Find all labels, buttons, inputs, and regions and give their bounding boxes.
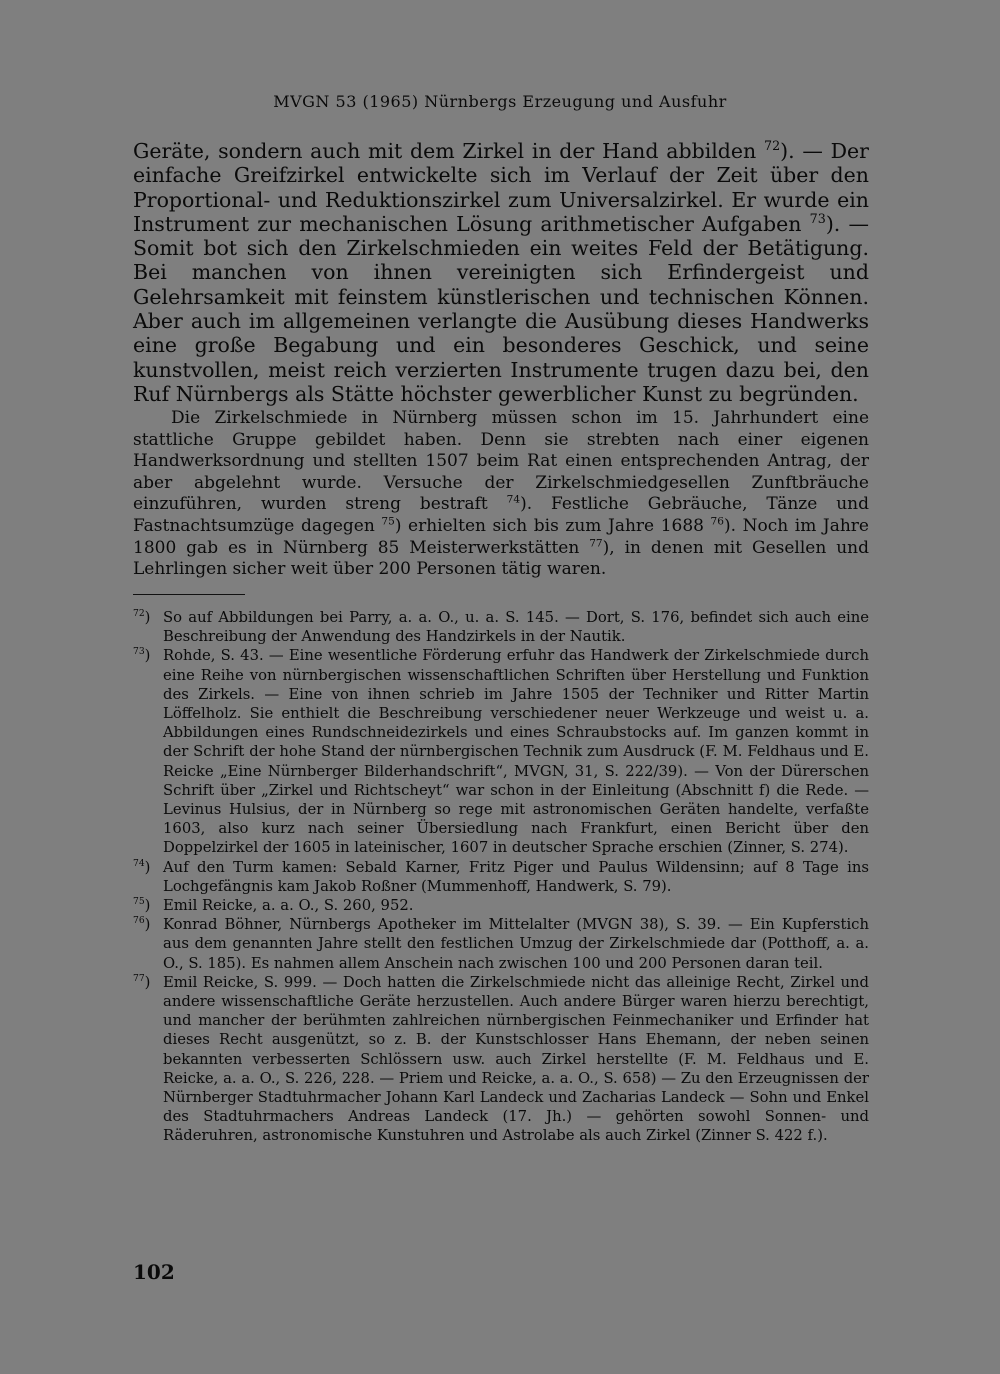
footnote-text: Rohde, S. 43. — Eine wesentliche Förderung erfuhr das Handwerk der Zirkelschmiede durch eine Reihe von nürnbergischen wissenschaftlichen Schriften über Herstellung und Funktion des Zirkels. — Eine von ihnen schrieb im Jahre 1505 der Techniker und Ritter Martin Löffelholz. Sie enthielt die Beschreibung verschiedener neuer Werkzeuge und weist u. a. Abbildungen eines Rundschneidezirkels und eines Schraubstocks auf. Im ganzen kommt in der Schrift der hohe Stand der nürnbergischen Technik zum Ausdruck (F. M. Feldhaus und E. Reicke „Eine Nürnberger Bilderhandschrift“, MVGN, 31, S. 222/39). — Von der Dürerschen Schrift über „Zirkel und Richtscheyt“ war schon in der Einleitung (Abschnitt f) die Rede. — Levinus Hulsius, der in Nürnberg so rege mit astronomischen Geräten handelte, verfaßte 1603, also kurz nach seiner Übersiedlung nach Frankfurt, einen Bericht über den Doppelzirkel der 1605 in lateinischer, 1607 in deutscher Sprache erschien (Zinner, S. 274).: [163, 647, 869, 857]
paragraph-2-text-b: ). Festliche Gebräuche, Tänze und Fastnachtsumzüge dagegen: [133, 494, 870, 536]
footnote-number: $^{73}$): [133, 646, 151, 665]
footnote-ref-76: 76: [710, 515, 724, 528]
footnote: [133, 915, 869, 973]
footnote-number: $^{76}$): [133, 915, 151, 934]
footnote-number: $^{75}$): [133, 896, 151, 915]
footnote-ref-74: 74: [506, 493, 521, 506]
footnote-ref-77: 77: [589, 536, 603, 549]
footnote: [133, 973, 869, 1146]
paragraph-2-text-e: ), in denen mit Gesellen und Lehrlingen sicher weit über 200 Personen tätig waren.: [133, 537, 869, 580]
paragraph-2-text-a: Die Zirkelschmiede in Nürnberg müssen schon im 15. Jahrhundert eine stattliche Gruppe gebildet haben. Denn sie strebten nach einer eigenen Handwerksordnung und stellten 1507 beim Rat einen entsprechenden Antrag, der aber abgelehnt wurde. Versuche der Zirkelschmiedgesellen Zunftbräuche einzuführen, wurden streng bestraft: [133, 408, 869, 515]
paragraph-2-body: [133, 408, 869, 581]
footnote-ref-75: 75: [381, 515, 395, 528]
footnote-text: Auf den Turm kamen: Sebald Karner, Fritz Piger und Paulus Wildensinn; auf 8 Tage ins Lochgefängnis kam Jakob Roßner (Mummenhoff, Handwerk, S. 79).: [163, 858, 869, 895]
footnote-ref-73: 73: [809, 211, 826, 227]
footnote-number: $^{74}$): [133, 857, 151, 876]
footnote: [133, 646, 869, 857]
footnote: [133, 608, 869, 646]
paragraph-2-text-c: ) erhielten sich bis zum Jahre 1688: [394, 515, 711, 536]
paragraph-2-text-d: ). Noch im Jahre 1800 gab es in Nürnberg 85 Meisterwerkstätten: [133, 515, 869, 558]
footnote-number: $^{72}$): [133, 608, 151, 626]
footnote-text: Konrad Böhner, Nürnbergs Apotheker im Mittelalter (MVGN 38), S. 39. — Ein Kupferstich aus dem genannten Jahre stellt den festlichen Umzug der Zirkelschmiede dar (Potthoff, a. a. O., S. 185). Es nahmen allem Anschein nach zwischen 100 und 200 Personen daran teil.: [163, 916, 869, 972]
footnotes: [133, 608, 869, 1146]
footnote-text: Emil Reicke, a. a. O., S. 260, 952.: [163, 897, 414, 915]
footnote: [133, 896, 869, 915]
page-number: 102: [133, 1260, 175, 1284]
footnote-divider: [133, 594, 245, 595]
paragraph-1-text-a: Geräte, sondern auch mit dem Zirkel in der Hand abbilden: [133, 139, 764, 163]
footnote: [133, 858, 869, 896]
paragraph-2: [133, 408, 869, 581]
paragraph-1-text-c: ). — Somit bot sich den Zirkelschmieden ein weites Feld der Betätigung. Bei manchen von ihnen vereinigten sich Erfindergeist und Gelehrsamkeit mit feinstem künstlerischen und technischen Können. Aber auch im allgemeinen verlangte die Ausübung dieses Handwerks eine große Begabung und ein besonderes Geschick, und seine kunstvollen, meist reich verzierten Instrumente trugen dazu bei, den Ruf Nürnbergs als Stätte höchster gewerblicher Kunst zu begründen.: [133, 211, 870, 406]
footnote-number: $^{77}$): [133, 972, 151, 991]
running-header: MVGN 53 (1965) Nürnbergs Erzeugung und Ausfuhr: [273, 92, 727, 111]
footnote-text: So auf Abbildungen bei Parry, a. a. O., u. a. S. 145. — Dort, S. 176, befindet sich auch eine Beschreibung der Anwendung des Handzirkels in der Nautik.: [163, 609, 869, 646]
paragraph-1: [133, 139, 869, 406]
paragraph-1-text-b: ). — Der einfache Greifzirkel entwickelte sich im Verlauf der Zeit über den Proportional- und Reduktionszirkel zum Universalzirkel. Er wurde ein Instrument zur mechanischen Lösung arithmetischer Aufgaben: [133, 139, 869, 236]
footnote-ref-72: 72: [763, 138, 781, 154]
footnote-text: Emil Reicke, S. 999. — Doch hatten die Zirkelschmiede nicht das alleinige Recht, Zirkel und andere wissenschaftliche Geräte herzustellen. Auch andere Bürger waren hierzu berechtigt, und mancher der berühmten zahlreichen nürnbergischen Feinmechaniker und Erfinder hat dieses Recht ausgenützt, so z. B. der Kunstschlosser Hans Ehemann, der neben seinen bekannten verbesserten Schlössern usw. auch Zirkel herstellte (F. M. Feldhaus und E. Reicke, a. a. O., S. 226, 228. — Priem und Reicke, a. a. O., S. 658) — Zu den Erzeugnissen der Nürnberger Stadtuhrmacher Johann Karl Landeck und Zacharias Landeck — Sohn und Enkel des Stadtuhrmachers Andreas Landeck (17. Jh.) — gehörten sowohl Sonnen- und Räderuhren, astronomische Kunstuhren und Astrolabe als auch Zirkel (Zinner S. 422 f.).: [163, 973, 869, 1145]
